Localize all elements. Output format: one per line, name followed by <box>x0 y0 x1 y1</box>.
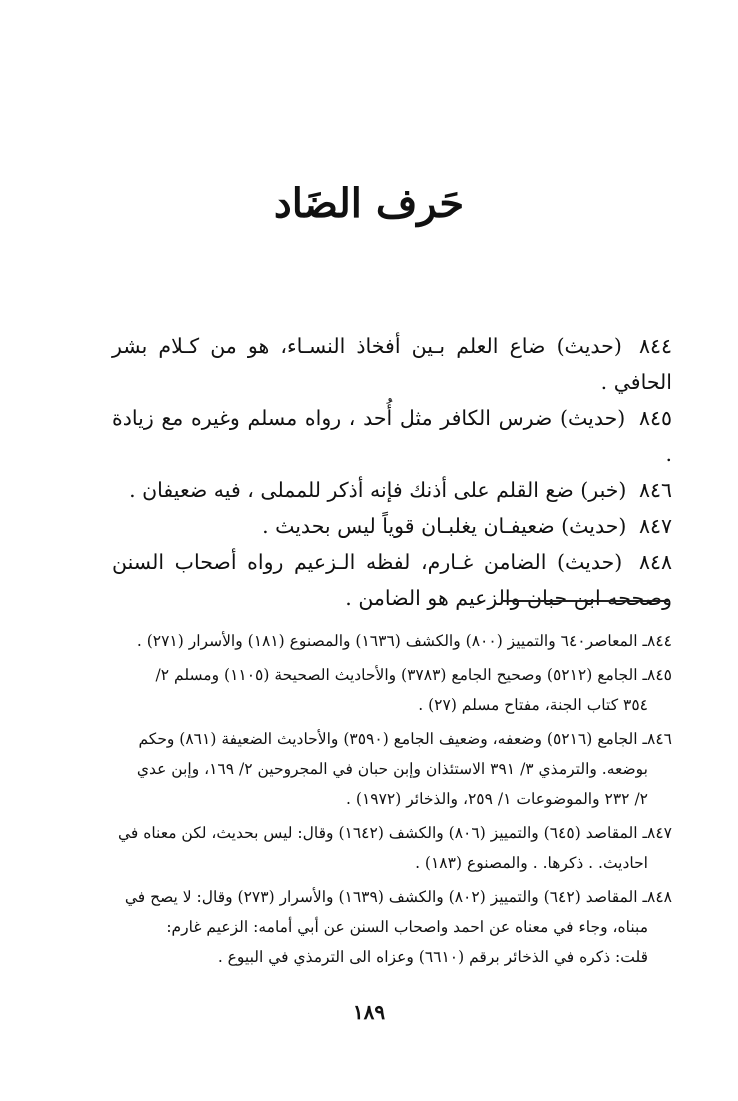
footnote <box>112 724 672 814</box>
entry <box>112 508 672 544</box>
footnote-line: ٨٤٤ـ المعاصر٦٤٠ والتمييز (٨٠٠) والكشف (١٦٣٦) والمصنوع (١٨١) والأسرار (٢٧١) . <box>136 632 672 650</box>
entry-text: (حديث) الضامن غـارم، لفظه الـزعيم رواه أصحاب السنن وصححه ابن حبان والزعيم هو الضامن . <box>112 550 672 610</box>
footnote-divider <box>503 600 668 602</box>
entry-number: ٨٤٨ <box>638 550 672 574</box>
entry <box>112 472 672 508</box>
footnote-line: ٨٤٨ـ المقاصد (٦٤٢) والتمييز (٨٠٢) والكشف (١٦٣٩) والأسرار (٢٧٣) وقال: لا يصح في <box>124 888 672 906</box>
footnote <box>112 660 672 720</box>
entry <box>112 328 672 400</box>
entry-number: ٨٤٤ <box>638 334 672 358</box>
footnote-line: مبناه، وجاء في معناه عن احمد واصحاب السنن عن أبي أمامه: الزعيم غارم: <box>166 918 648 936</box>
entry-text: (حديث) ضعيفـان يغلبـان قوياً ليس بحديث . <box>262 514 627 538</box>
footnote-line: احاديث. . ذكرها. . والمصنوع (١٨٣) . <box>415 854 648 872</box>
footnote <box>112 818 672 878</box>
entry <box>112 544 672 616</box>
entry-text: (خبر) ضع القلم على أذنك فإنه أذكر للمملى ، فيه ضعيفان . <box>129 478 627 502</box>
entries-list <box>112 328 672 616</box>
entry-text: (حديث) ضاع العلم بـين أفخاذ النسـاء، هو من كـلام بشر الحافي . <box>112 334 672 394</box>
footnote-line: ٨٤٥ـ الجامع (٥٢١٢) وصحيح الجامع (٣٧٨٣) والأحاديث الصحيحة (١١٠٥) ومسلم ٢/ <box>155 666 672 684</box>
entry-number: ٨٤٧ <box>638 514 672 538</box>
entry-number: ٨٤٥ <box>638 406 672 430</box>
footnote-line: ٢/ ٢٣٢ والموضوعات ١/ ٢٥٩، والذخائر (١٩٧٢) . <box>346 790 648 808</box>
footnote-line: بوضعه. والترمذي ٣/ ٣٩١ الاستئذان وإبن حبان في المجروحين ٢/ ١٦٩، وإبن عدي <box>136 760 648 778</box>
footnote <box>112 626 672 656</box>
footnote-line: ٨٤٦ـ الجامع (٥٢١٦) وضعفه، وضعيف الجامع (٣٥٩٠) والأحاديث الضعيفة (٨٦١) وحكم <box>138 730 672 748</box>
footnote-line: ٣٥٤ كتاب الجنة، مفتاح مسلم (٢٧) . <box>418 696 648 714</box>
chapter-title: حَرف الضَاد <box>273 180 465 227</box>
footnotes-list <box>112 626 672 976</box>
footnote <box>112 882 672 972</box>
entry-number: ٨٤٦ <box>638 478 672 502</box>
entry-text: (حديث) ضرس الكافر مثل أُحد ، رواه مسلم وغيره مع زيادة . <box>112 406 672 466</box>
entry <box>112 400 672 472</box>
footnote-line: قلت: ذكره في الذخائر برقم (٦٦١٠) وعزاه الى الترمذي في البيوع . <box>217 948 648 966</box>
page-number: ١٨٩ <box>352 1000 386 1024</box>
footnote-line: ٨٤٧ـ المقاصد (٦٤٥) والتمييز (٨٠٦) والكشف (١٦٤٢) وقال: ليس بحديث، لكن معناه في <box>117 824 672 842</box>
